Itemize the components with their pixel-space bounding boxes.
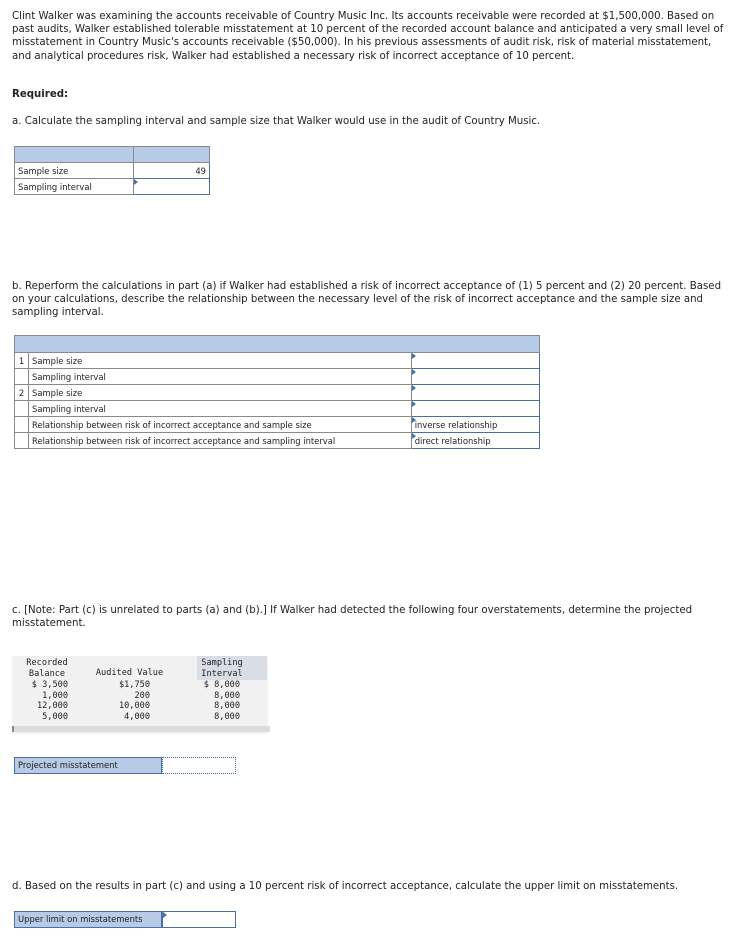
input-marker-icon [163,912,167,918]
input-marker-icon [134,179,138,185]
part-a-sample-size-input[interactable]: 49 [134,163,210,179]
part-b-question: b. Reperform the calculations in part (a) if Walker had established a risk of incorrect acceptance of (1) 5 percent and (2) 20 percent. Based on your calculations, describe the relationship between the necessary level of the risk of incorrect acceptance and the sample size and sampling interval. [12,281,722,319]
part-b-1-sampling-interval-input[interactable] [411,369,539,385]
required-heading: Required: [12,89,69,100]
input-marker-icon [412,385,416,391]
projected-misstatement-row [14,757,236,774]
projected-misstatement-label: Projected misstatement [14,757,162,774]
problem-intro: Clint Walker was examining the accounts receivable of Country Music Inc. Its accounts receivable were recorded at $1,500,000. Based on past audits, Walker established tolerable misstatement at 10 percent of the recorded account balance and anticipated a very small level of misstatement in Country Music's accounts receivable ($50,000). In his previous assessments of audit risk, risk of material misstatement, and analytical procedures risk, Walker had established a necessary risk of incorrect acceptance of 10 percent. [12,11,724,62]
part-a-label: Sample size [15,163,134,179]
part-b-row: 2 Sample size [15,385,540,401]
input-marker-icon [412,401,416,407]
part-a-question: a. Calculate the sampling interval and sample size that Walker would use in the audit of Country Music. [12,116,541,127]
sampling-interval-column: $ 8,000 8,000 8,000 8,000 [203,680,240,722]
part-b-relationship-sample-size-select[interactable]: inverse relationship [411,417,539,433]
upper-limit-row [14,911,236,928]
part-a-label: Sampling interval [15,179,134,195]
input-marker-icon [412,369,416,375]
part-b-row: Relationship between risk of incorrect acceptance and sample size inverse relationship [15,417,540,433]
part-b-2-sample-size-input[interactable] [411,385,539,401]
recorded-balance-column: $ 3,500 1,000 12,000 5,000 [31,680,68,722]
part-a-row-sample-size [15,163,210,179]
part-b-row: Sampling interval [15,401,540,417]
part-a-row-sampling-interval [15,179,210,195]
part-b-row: Relationship between risk of incorrect acceptance and sampling interval direct relationship [15,433,540,449]
part-b-row: 1 Sample size [15,353,540,369]
audited-value-column: $1,750 200 10,000 4,000 [118,680,150,722]
part-b-table [14,335,540,449]
part-c-question: c. [Note: Part (c) is unrelated to parts (a) and (b).] If Walker had detected the following four overstatements, determine the projected misstatement. [12,605,693,630]
part-d-question: d. Based on the results in part (c) and using a 10 percent risk of incorrect acceptance, calculate the upper limit on misstatements. [12,881,679,892]
input-marker-icon [412,353,416,359]
part-b-header-row [15,336,540,353]
upper-limit-label: Upper limit on misstatements [14,911,162,928]
part-a-sampling-interval-input[interactable] [134,179,210,195]
part-a-header-row [15,147,210,163]
overstatement-table: Recorded Balance Audited Value Sampling Interval $ 3,500 1,000 12,000 5,000 $1,750 200 10,000 4,000 $ 8,000 8,000 8,000 8,000 [12,656,268,734]
input-marker-icon [412,417,416,423]
part-b-1-sample-size-input[interactable] [411,353,539,369]
input-marker-icon [412,433,416,439]
projected-misstatement-input[interactable] [162,757,236,774]
part-a-table [14,146,210,195]
part-b-row: Sampling interval [15,369,540,385]
part-b-relationship-sampling-interval-select[interactable]: direct relationship [411,433,539,449]
part-b-2-sampling-interval-input[interactable] [411,401,539,417]
upper-limit-input[interactable] [162,911,236,928]
